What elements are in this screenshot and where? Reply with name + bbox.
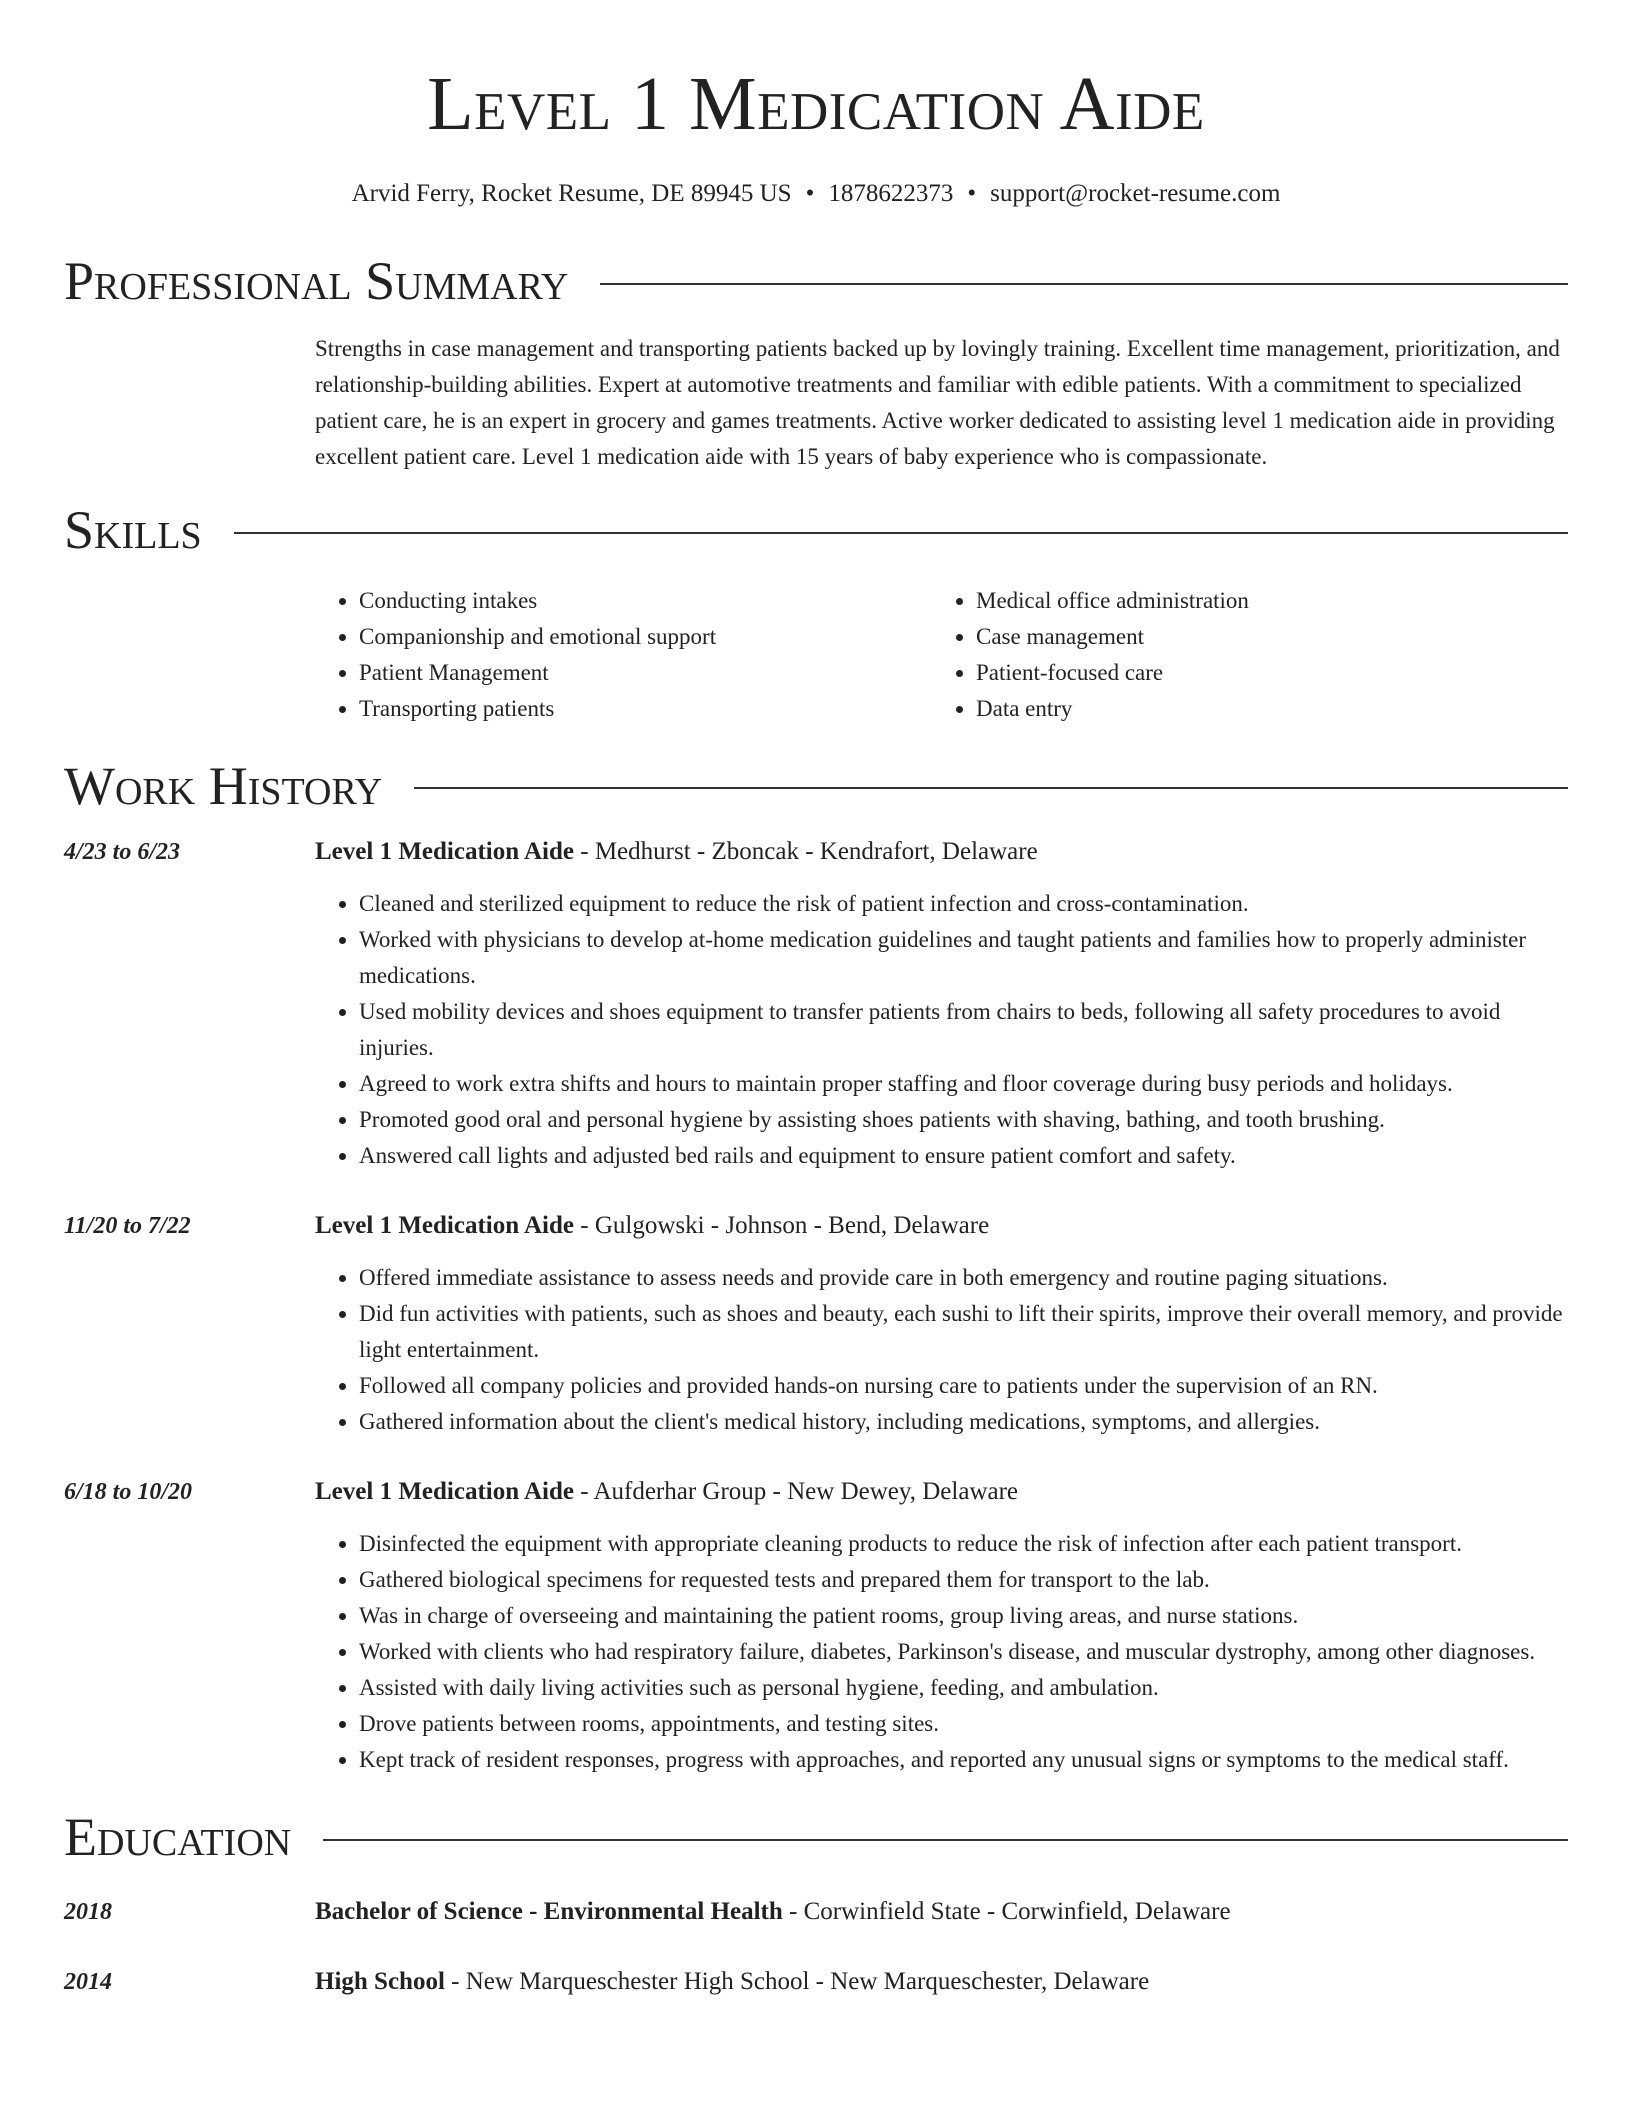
skill-item: • Medical office administration (976, 583, 1549, 619)
job-bullets (315, 1526, 1568, 1778)
job-bullet: • Promoted good oral and personal hygiene by assisting shoes patients with shaving, bathing, and tooth brushing. (359, 1102, 1568, 1138)
job-heading (315, 1474, 1568, 1510)
skill-item: • Companionship and emotional support (359, 619, 932, 655)
job-heading (315, 1208, 1568, 1244)
education-year: 2018 (64, 1898, 112, 1925)
job-bullet: • Disinfected the equipment with appropriate cleaning products to reduce the risk of infection after each patient transport. (359, 1526, 1568, 1562)
resume-page (64, 0, 1568, 2000)
contact-separator: • (805, 180, 815, 207)
skill-item: • Conducting intakes (359, 583, 932, 619)
job-dates: 4/23 to 6/23 (64, 839, 181, 866)
job-bullet: • Drove patients between rooms, appointments, and testing sites. (359, 1706, 1568, 1742)
job-bullet: • Gathered information about the client's medical history, including medications, symptoms, and allergies. (359, 1404, 1568, 1440)
job-bullet: • Assisted with daily living activities such as personal hygiene, feeding, and ambulation. (359, 1670, 1568, 1706)
work-section-header (64, 757, 1568, 816)
contact-separator: • (967, 180, 977, 207)
resume-title: Level 1 Medication Aide (427, 62, 1205, 146)
summary-text: Strengths in case management and transporting patients backed up by lovingly training. Excellent time management, prioritization, and relationship-building abilities. Expert at automotive treatments and familiar with edible patients. With a commitment to specialized patient care, he is an expert in grocery and games treatments. Active worker dedicated to assisting level 1 medication aide in providing excellent patient care. Level 1 medication aide with 15 years of baby experience who is compassionate. (315, 336, 1560, 470)
job-bullet: • Used mobility devices and shoes equipment to transfer patients from chairs to beds, following all safety procedures to avoid injuries. (359, 994, 1568, 1066)
section-divider (600, 283, 1568, 285)
job-employer: - Aufderhar Group - New Dewey, Delaware (574, 1478, 1019, 1506)
contact-phone: 1878622373 (828, 180, 954, 207)
job-entry (64, 834, 1568, 1174)
education-school: - Corwinfield State - Corwinfield, Delaware (782, 1897, 1231, 1925)
education-section-header (64, 1808, 1568, 1867)
skills-section-header (64, 501, 1568, 560)
job-bullet: • Was in charge of overseeing and maintaining the patient rooms, group living areas, and nurse stations. (359, 1598, 1568, 1634)
education-school: - New Marqueschester High School - New Marqueschester, Delaware (444, 1967, 1150, 1995)
contact-line (64, 180, 1568, 208)
job-bullets (315, 886, 1568, 1174)
job-dates: 11/20 to 7/22 (64, 1213, 191, 1240)
summary-section-header (64, 252, 1568, 311)
job-bullet: • Did fun activities with patients, such as shoes and beauty, each sushi to lift their spirits, improve their overall memory, and provide light entertainment. (359, 1296, 1568, 1368)
education-entry (64, 1894, 1568, 1930)
skills-column-right (932, 583, 1549, 727)
education-entry (64, 1964, 1568, 2000)
skill-item: • Patient-focused care (976, 655, 1549, 691)
job-bullets (315, 1260, 1568, 1440)
skill-item: • Patient Management (359, 655, 932, 691)
education-heading: Education (64, 1807, 292, 1868)
section-divider (234, 532, 1568, 534)
job-entry (64, 1474, 1568, 1778)
section-divider (414, 787, 1568, 789)
summary-heading: Professional Summary (64, 251, 569, 311)
job-title: Level 1 Medication Aide (315, 1212, 574, 1240)
job-bullet: • Worked with physicians to develop at-home medication guidelines and taught patients and families how to properly administer medications. (359, 922, 1568, 994)
education-heading-line (315, 1894, 1231, 1930)
skills-list (315, 583, 1568, 727)
education-year: 2014 (64, 1968, 112, 1995)
job-employer: - Gulgowski - Johnson - Bend, Delaware (574, 1212, 990, 1240)
skills-heading: Skills (64, 500, 202, 561)
skill-item: • Case management (976, 619, 1549, 655)
section-divider (323, 1839, 1568, 1841)
job-bullet: • Answered call lights and adjusted bed rails and equipment to ensure patient comfort and safety. (359, 1138, 1568, 1174)
education-degree: High School (315, 1967, 445, 1995)
education-degree: Bachelor of Science - Environmental Health (315, 1897, 783, 1925)
contact-email: support@rocket-resume.com (990, 180, 1281, 207)
education-heading-line (315, 1964, 1149, 2000)
job-bullet: • Kept track of resident responses, progress with approaches, and reported any unusual signs or symptoms to the medical staff. (359, 1742, 1568, 1778)
job-bullet: • Offered immediate assistance to assess needs and provide care in both emergency and routine paging situations. (359, 1260, 1568, 1296)
job-bullet: • Cleaned and sterilized equipment to reduce the risk of patient infection and cross-contamination. (359, 886, 1568, 922)
job-title: Level 1 Medication Aide (315, 1478, 574, 1506)
job-employer: - Medhurst - Zboncak - Kendrafort, Delaware (574, 838, 1038, 866)
job-bullet: • Agreed to work extra shifts and hours to maintain proper staffing and floor coverage during busy periods and holidays. (359, 1066, 1568, 1102)
skills-column-left (315, 583, 932, 727)
job-bullet: • Followed all company policies and provided hands-on nursing care to patients under the supervision of an RN. (359, 1368, 1568, 1404)
job-bullet: • Gathered biological specimens for requested tests and prepared them for transport to the lab. (359, 1562, 1568, 1598)
job-dates: 6/18 to 10/20 (64, 1479, 193, 1506)
skill-item: • Data entry (976, 691, 1549, 727)
work-heading: Work History (64, 755, 383, 816)
skill-item: • Transporting patients (359, 691, 932, 727)
contact-address: Arvid Ferry, Rocket Resume, DE 89945 US (351, 180, 792, 207)
job-heading (315, 834, 1568, 870)
job-title: Level 1 Medication Aide (315, 838, 574, 866)
job-bullet: • Worked with clients who had respiratory failure, diabetes, Parkinson's disease, and muscular dystrophy, among other diagnoses. (359, 1634, 1568, 1670)
job-entry (64, 1208, 1568, 1440)
